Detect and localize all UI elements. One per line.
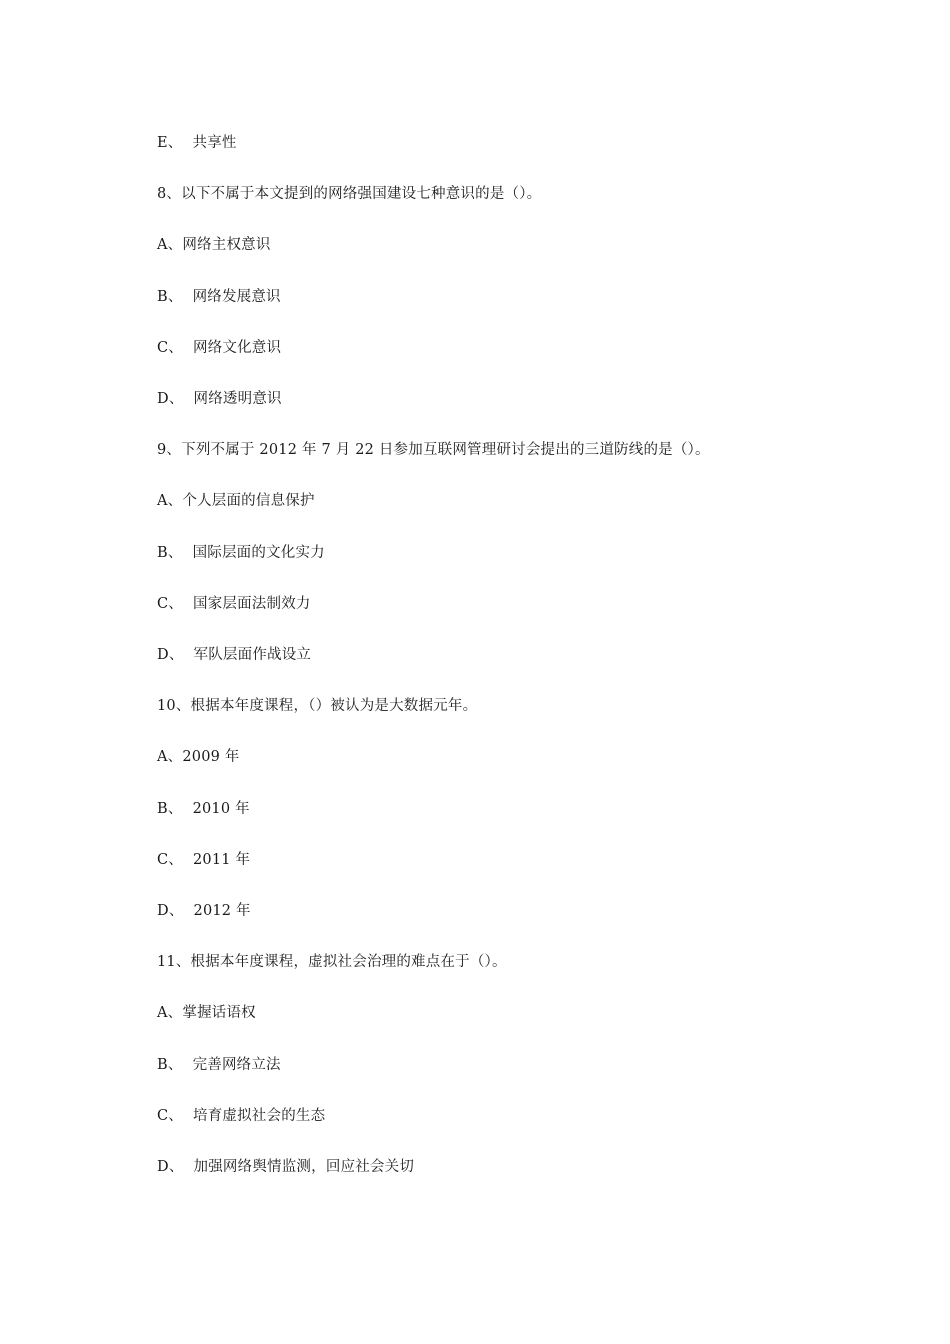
option-letter: B bbox=[157, 288, 168, 305]
option-separator: 、 bbox=[167, 493, 183, 510]
option-text: 国家层面法制效力 bbox=[193, 595, 311, 612]
option-separator: 、 bbox=[168, 1107, 183, 1124]
option-letter: C bbox=[157, 851, 169, 868]
option-text: 共享性 bbox=[192, 135, 237, 151]
option-separator: 、 bbox=[167, 288, 183, 305]
option-letter: E bbox=[157, 135, 168, 151]
option-letter: D bbox=[157, 1159, 169, 1175]
option-separator: 、 bbox=[167, 237, 183, 254]
option-text: 国际层面的文化实力 bbox=[192, 544, 325, 561]
answer-option bbox=[157, 133, 237, 153]
option-separator: 、 bbox=[168, 851, 183, 868]
answer-option bbox=[157, 1157, 414, 1177]
option-separator: 、 bbox=[168, 1159, 184, 1175]
answer-option bbox=[157, 338, 281, 358]
option-separator: 、 bbox=[168, 391, 184, 407]
option-text: 网络发展意识 bbox=[192, 288, 281, 305]
option-text: 网络文化意识 bbox=[193, 339, 282, 356]
option-letter: A bbox=[157, 493, 168, 510]
option-text: 2011 年 bbox=[193, 851, 251, 868]
answer-option bbox=[157, 594, 311, 614]
option-separator: 、 bbox=[168, 903, 184, 919]
option-separator: 、 bbox=[168, 595, 183, 612]
option-separator: 、 bbox=[167, 135, 183, 151]
option-text: 个人层面的信息保护 bbox=[182, 493, 315, 510]
option-separator: 、 bbox=[168, 339, 183, 356]
option-text: 2010 年 bbox=[192, 800, 250, 817]
option-letter: B bbox=[157, 800, 168, 817]
answer-option bbox=[157, 850, 250, 870]
option-letter: A bbox=[157, 749, 168, 766]
option-letter: C bbox=[157, 1107, 169, 1124]
answer-option bbox=[157, 389, 282, 409]
option-separator: 、 bbox=[167, 800, 183, 817]
option-letter: D bbox=[157, 391, 169, 407]
answer-option bbox=[157, 901, 251, 921]
answer-option bbox=[157, 1055, 281, 1075]
option-separator: 、 bbox=[167, 749, 183, 766]
option-separator: 、 bbox=[167, 1005, 183, 1022]
answer-option bbox=[157, 1003, 256, 1023]
option-separator: 、 bbox=[167, 1056, 183, 1073]
option-text: 培育虚拟社会的生态 bbox=[193, 1107, 326, 1124]
option-letter: A bbox=[157, 237, 168, 254]
option-separator: 、 bbox=[168, 647, 184, 663]
option-letter: D bbox=[157, 647, 169, 663]
question-text: 11、根据本年度课程，虚拟社会治理的难点在于（）。 bbox=[157, 954, 507, 971]
option-text: 网络主权意识 bbox=[182, 237, 271, 254]
option-text: 加强网络舆情监测，回应社会关切 bbox=[193, 1159, 415, 1175]
option-letter: C bbox=[157, 339, 169, 356]
answer-option bbox=[157, 1106, 325, 1126]
answer-option bbox=[157, 747, 240, 767]
option-text: 完善网络立法 bbox=[192, 1056, 281, 1073]
option-text: 军队层面作战设立 bbox=[193, 647, 312, 663]
option-separator: 、 bbox=[167, 544, 183, 561]
option-letter: B bbox=[157, 1056, 168, 1073]
answer-option bbox=[157, 799, 250, 819]
answer-option bbox=[157, 235, 271, 255]
question-text: 9、下列不属于 2012 年 7 月 22 日参加互联网管理研讨会提出的三道防线的是（）。 bbox=[157, 442, 710, 459]
option-text: 掌握话语权 bbox=[182, 1005, 256, 1022]
question-text: 8、以下不属于本文提到的网络强国建设七种意识的是（）。 bbox=[157, 186, 542, 203]
option-text: 2009 年 bbox=[182, 749, 240, 766]
answer-option bbox=[157, 491, 315, 511]
option-letter: D bbox=[157, 903, 169, 919]
answer-option bbox=[157, 287, 281, 307]
question-text: 10、根据本年度课程，（）被认为是大数据元年。 bbox=[157, 698, 478, 715]
option-letter: B bbox=[157, 544, 168, 561]
option-letter: A bbox=[157, 1005, 168, 1022]
option-text: 2012 年 bbox=[193, 903, 251, 919]
option-text: 网络透明意识 bbox=[193, 391, 282, 407]
answer-option bbox=[157, 645, 311, 665]
answer-option bbox=[157, 543, 325, 563]
option-letter: C bbox=[157, 595, 169, 612]
